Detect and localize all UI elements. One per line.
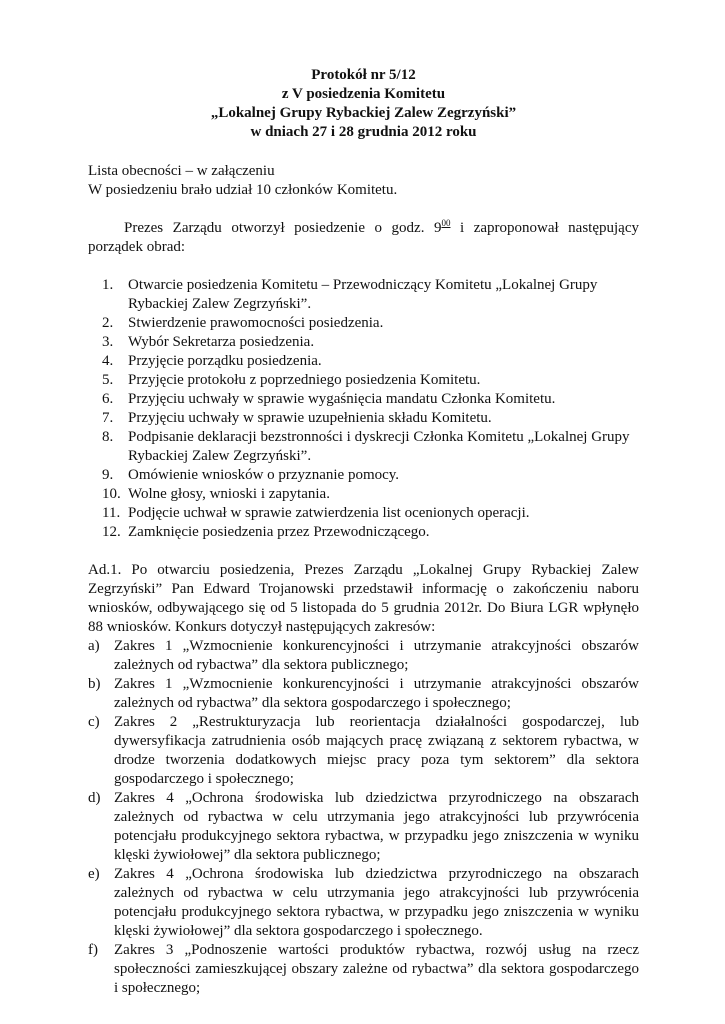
range-item: [88, 675, 639, 713]
agenda-item-text: Przyjęcie protokołu z poprzedniego posiedzenia Komitetu.: [128, 372, 481, 388]
range-item-text: Zakres 4 „Ochrona środowiska lub dziedzictwa przyrodniczego na obszarach zależnych od rybactwa w celu utrzymania jego atrakcyjności lub przywrócenia potencjału produkcyjnego sektora rybactwa, w przypadku jego zniszczenia w wyniku klęski żywiołowej” dla sektora publicznego;: [114, 790, 639, 863]
agenda-item-text: Omówienie wniosków o przyznanie pomocy.: [128, 467, 400, 483]
range-item-text: Zakres 3 „Podnoszenie wartości produktów rybactwa, rozwój usług na rzecz społeczności zamieszkującej obszary zależne od rybactwa” dla sektora gospodarczego i społecznego;: [114, 942, 639, 996]
opening-text-before: Prezes Zarządu otworzył posiedzenie o godz. 9: [124, 220, 442, 236]
agenda-list: [88, 276, 639, 542]
agenda-item-number: 12.: [102, 524, 121, 540]
agenda-item-number: 5.: [102, 372, 114, 388]
agenda-item-number: 10.: [102, 486, 121, 502]
agenda-item-number: 4.: [102, 353, 114, 369]
title-line-4: w dniach 27 i 28 grudnia 2012 roku: [250, 124, 477, 140]
agenda-item: [102, 523, 639, 542]
range-item-letter: e): [88, 866, 100, 882]
agenda-item-text: Zamknięcie posiedzenia przez Przewodniczącego.: [128, 524, 430, 540]
agenda-item-number: 3.: [102, 334, 114, 350]
opening-text-after: i zaproponował następujący porządek obrad:: [88, 220, 639, 255]
agenda-item-text: Stwierdzenie prawomocności posiedzenia.: [128, 315, 384, 331]
range-item-letter: d): [88, 790, 101, 806]
agenda-item: [102, 333, 639, 352]
agenda-item-text: Przyjęcie porządku posiedzenia.: [128, 353, 322, 369]
range-item-letter: b): [88, 676, 101, 692]
agenda-item: [102, 352, 639, 371]
range-item: [88, 865, 639, 941]
agenda-item-number: 2.: [102, 315, 114, 331]
agenda-item: [102, 504, 639, 523]
agenda-item: [102, 371, 639, 390]
agenda-item-number: 9.: [102, 467, 114, 483]
range-item: [88, 789, 639, 865]
agenda-item-number: 7.: [102, 410, 114, 426]
agenda-item: [102, 390, 639, 409]
range-item-letter: f): [88, 942, 98, 958]
participants-line: W posiedzeniu brało udział 10 członków Komitetu.: [88, 182, 398, 198]
range-item: [88, 713, 639, 789]
agenda-item: [102, 276, 639, 314]
agenda-item-text: Wolne głosy, wnioski i zapytania.: [128, 486, 330, 502]
range-item: [88, 941, 639, 998]
title-line-2: z V posiedzenia Komitetu: [281, 86, 446, 102]
agenda-item-text: Wybór Sekretarza posiedzenia.: [128, 334, 315, 350]
agenda-item-text: Podpisanie deklaracji bezstronności i dyskrecji Członka Komitetu „Lokalnej Grupy Rybackiej Zalew Zegrzyński”.: [128, 429, 630, 464]
protocol-title: [88, 66, 639, 142]
agenda-item-text: Podjęcie uchwał w sprawie zatwierdzenia list ocenionych operacji.: [128, 505, 530, 521]
meta-block: [88, 162, 639, 200]
agenda-item-text: Otwarcie posiedzenia Komitetu – Przewodniczący Komitetu „Lokalnej Grupy Rybackiej Zalew Zegrzyński”.: [128, 277, 598, 312]
range-item-text: Zakres 2 „Restrukturyzacja lub reorientacja działalności gospodarczej, lub dywersyfikacja zatrudnienia osób mających pracę związaną z sektorem rybactwa, w drodze tworzenia dodatkowych miejsc pracy poza tym sektorem” dla sektora gospodarczego i społecznego;: [114, 714, 639, 787]
opening-paragraph: [88, 219, 639, 257]
agenda-item-number: 6.: [102, 391, 114, 407]
agenda-item: [102, 409, 639, 428]
range-item-letter: c): [88, 714, 100, 730]
range-item-text: Zakres 1 „Wzmocnienie konkurencyjności i utrzymanie atrakcyjności obszarów zależnych od rybactwa” dla sektora gospodarczego i społecznego;: [114, 676, 639, 711]
agenda-item: [102, 314, 639, 333]
agenda-item-number: 1.: [102, 277, 114, 293]
agenda-item: [102, 466, 639, 485]
title-line-3: „Lokalnej Grupy Rybackiej Zalew Zegrzyński”: [210, 105, 517, 121]
ranges-list: [88, 637, 639, 998]
opening-time-minutes: 00: [441, 218, 451, 228]
range-item: [88, 637, 639, 675]
title-line-1: Protokół nr 5/12: [311, 67, 416, 83]
ad1-paragraph: Ad.1. Po otwarciu posiedzenia, Prezes Zarządu „Lokalnej Grupy Rybackiej Zalew Zegrzyński” Pan Edward Trojanowski przedstawił informację o zakończeniu naboru wniosków, odbywającego się od 5 listopada do 5 grudnia 2012r. Do Biura LGR wpłynęło 88 wniosków. Konkurs dotyczył następujących zakresów:: [88, 562, 639, 635]
range-item-letter: a): [88, 638, 100, 654]
agenda-item: [102, 428, 639, 466]
agenda-item-number: 8.: [102, 429, 114, 445]
agenda-item-number: 11.: [102, 505, 121, 521]
attendance-line: Lista obecności – w załączeniu: [88, 163, 275, 179]
agenda-item-text: Przyjęciu uchwały w sprawie wygaśnięcia mandatu Członka Komitetu.: [128, 391, 556, 407]
agenda-item-text: Przyjęciu uchwały w sprawie uzupełnienia składu Komitetu.: [128, 410, 492, 426]
range-item-text: Zakres 4 „Ochrona środowiska lub dziedzictwa przyrodniczego na obszarach zależnych od rybactwa w celu utrzymania jego atrakcyjności lub przywrócenia potencjału produkcyjnego sektora rybactwa, w przypadku jego zniszczenia w wyniku klęski żywiołowej” dla sektora gospodarczego i społecznego.: [114, 866, 639, 939]
agenda-item: [102, 485, 639, 504]
range-item-text: Zakres 1 „Wzmocnienie konkurencyjności i utrzymanie atrakcyjności obszarów zależnych od rybactwa” dla sektora publicznego;: [114, 638, 639, 673]
